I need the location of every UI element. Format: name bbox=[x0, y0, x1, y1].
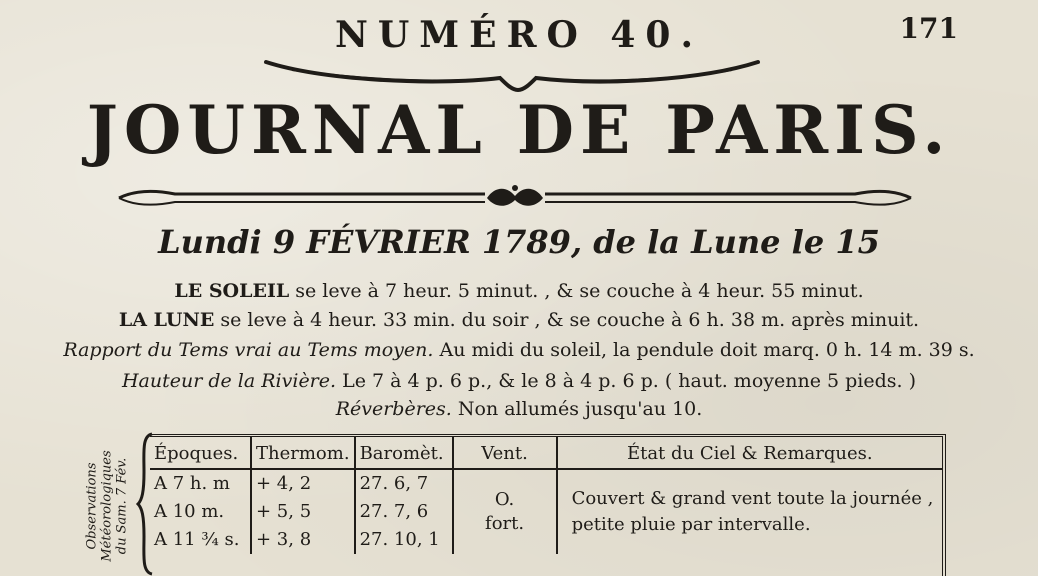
cell-baro: 27. 7, 6 bbox=[355, 498, 453, 526]
vent-strength: fort. bbox=[485, 513, 525, 534]
observations-side-label bbox=[70, 438, 144, 574]
cell-baro: 27. 10, 1 bbox=[355, 526, 453, 554]
table-header-row bbox=[150, 437, 942, 469]
header-baromet: Baromèt. bbox=[355, 437, 453, 469]
reverberes-line bbox=[0, 396, 1038, 422]
page-number: 171 bbox=[899, 12, 958, 45]
header-vent: Vent. bbox=[453, 437, 557, 469]
cell-epoque: A 11 ¾ s. bbox=[150, 526, 251, 554]
reverberes-label: Réverbères. bbox=[335, 398, 452, 420]
cell-baro: 27. 6, 7 bbox=[355, 469, 453, 498]
lune-text: se leve à 4 heur. 33 min. du soir , & se couche à 6 h. 38 m. après minuit. bbox=[220, 309, 920, 331]
soleil-label: LE SOLEIL bbox=[174, 280, 290, 302]
soleil-text: se leve à 7 heur. 5 minut. , & se couche à 4 heur. 55 minut. bbox=[295, 280, 864, 302]
side-label-line-3: du Sam. 7 Fév. bbox=[114, 457, 130, 555]
side-label-line-1: Observations bbox=[84, 462, 100, 550]
cell-thermo: + 4, 2 bbox=[251, 469, 355, 498]
side-label-line-2: Météorologiques bbox=[99, 450, 115, 562]
ornamental-rule bbox=[115, 180, 915, 212]
rapport-line bbox=[0, 337, 1038, 363]
cell-thermo: + 5, 5 bbox=[251, 498, 355, 526]
cell-remarques: Couvert & grand vent toute la journée , petite pluie par intervalle. bbox=[571, 488, 934, 535]
rapport-label: Rapport du Tems vrai au Tems moyen. bbox=[63, 339, 434, 361]
issue-number: NUMÉRO 40. bbox=[334, 14, 704, 56]
journal-title: JOURNAL DE PARIS. bbox=[86, 91, 952, 169]
table-row bbox=[150, 469, 942, 498]
cell-epoque: A 7 h. m bbox=[150, 469, 251, 498]
header-epoques: Époques. bbox=[150, 437, 251, 469]
vent-direction: O. bbox=[494, 489, 515, 510]
cell-thermo: + 3, 8 bbox=[251, 526, 355, 554]
observations-table bbox=[150, 437, 942, 554]
weather-observations-table bbox=[150, 434, 946, 576]
side-label-text bbox=[85, 450, 130, 561]
cell-epoque: A 10 m. bbox=[150, 498, 251, 526]
header-thermom: Thermom. bbox=[251, 437, 355, 469]
swash-ornament bbox=[262, 56, 762, 92]
cell-vent bbox=[453, 469, 557, 554]
lune-line bbox=[0, 307, 1038, 333]
rapport-text: Au midi du soleil, la pendule doit marq. 0 h. 14 m. 39 s. bbox=[439, 339, 975, 361]
riviere-line bbox=[0, 368, 1038, 394]
date-line: Lundi 9 FÉVRIER 1789, de la Lune le 15 bbox=[158, 223, 880, 261]
reverberes-text: Non allumés jusqu'au 10. bbox=[457, 398, 703, 420]
soleil-line bbox=[0, 278, 1038, 304]
riviere-text: Le 7 à 4 p. 6 p., & le 8 à 4 p. 6 p. ( haut. moyenne 5 pieds. ) bbox=[342, 370, 917, 392]
lune-label: LA LUNE bbox=[118, 309, 215, 331]
riviere-label: Hauteur de la Rivière. bbox=[121, 370, 337, 392]
header-etat-du-ciel: État du Ciel & Remarques. bbox=[557, 437, 942, 469]
